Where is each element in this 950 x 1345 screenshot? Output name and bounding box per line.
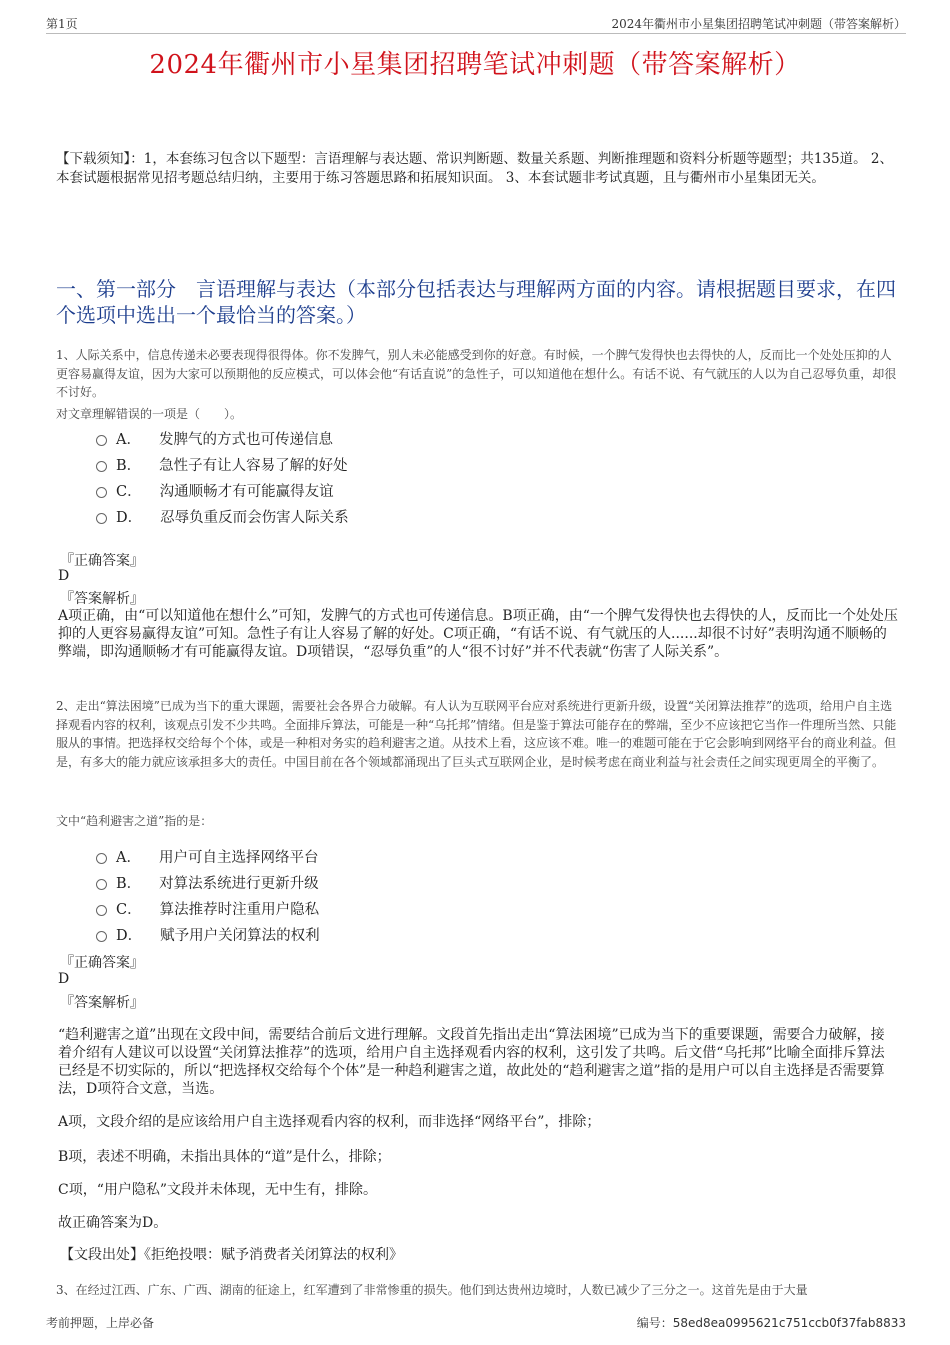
q1-analysis: A项正确，由“可以知道他在想什么”可知，发脾气的方式也可传递信息。B项正确，由“一个脾气发得快也去得快的人，反而比一个处处压抑的人更容易赢得友谊”可知。急性子有让人容易了解的好处。C项正确，“有话不说、有气就压的人......却很不讨好”表明沟通不顺畅的弊端，即沟通顺畅才有可能赢得友谊。D项错误，“忍辱负重”的人“很不讨好”并不代表就“伤害了人际关系”。 (58, 608, 898, 660)
q1-option-a[interactable]: A． 发脾气的方式也可传递信息 (96, 425, 349, 451)
radio-icon[interactable] (96, 461, 107, 472)
q2-answer: D (58, 971, 70, 987)
q1-options (96, 425, 349, 529)
q2-stem: 2、走出“算法困境”已成为当下的重大课题，需要社会各界合力破解。有人认为互联网平台应对系统进行更新升级，设置“关闭算法推荐”的选项，给用户自主选择观看内容的权利，该观点引发不少共鸣。全面排斥算法，可能是一种“乌托邦”情绪。但是鉴于算法可能存在的弊端，至少不应该把它当作一件理所当然、只能服从的事情。把选择权交给每个个体，或是一种相对务实的趋利避害之道。从技术上看，这应该不难。唯一的难题可能在于它会影响到网络平台的商业利益。但是，有多大的能力就应该承担多大的责任。中国目前在各个领域都涌现出了巨头式互联网企业，是时候考虑在商业利益与社会责任之间实现更周全的平衡了。 (56, 699, 897, 769)
radio-icon[interactable] (96, 853, 107, 864)
footer-code: 编号：58ed8ea0995621c751ccb0f37fab8833 (636, 1316, 906, 1330)
q1-option-c[interactable]: C． 沟通顺畅才有可能赢得友谊 (96, 477, 349, 503)
radio-icon[interactable] (96, 435, 107, 446)
q2-analysis-label: 『答案解析』 (60, 995, 144, 1011)
page-title: 2024年衢州市小星集团招聘笔试冲刺题（带答案解析） (149, 50, 801, 80)
q1-stem: 1、人际关系中，信息传递未必要表现得很得体。你不发脾气，别人未必能感受到你的好意。有时候，一个脾气发得快也去得快的人，反而比一个处处压抑的人更容易赢得友谊，因为大家可以预期他的反应模式，可以体会他“有话直说”的急性子，可以知道他在想什么。有话不说、有气就压的人以为自己忍辱负重，却很不讨好。 (56, 348, 897, 399)
q2-note-c: C项，“用户隐私”文段并未体现，无中生有，排除。 (58, 1182, 378, 1198)
radio-icon[interactable] (96, 931, 107, 942)
q2-note-b: B项，表述不明确，未指出具体的“道”是什么，排除； (58, 1149, 391, 1165)
q2-option-c[interactable]: C． 算法推荐时注重用户隐私 (96, 895, 320, 921)
q2-option-b[interactable]: B． 对算法系统进行更新升级 (96, 869, 320, 895)
q1-analysis-label: 『答案解析』 (60, 591, 144, 607)
radio-icon[interactable] (96, 487, 107, 498)
q2-option-d[interactable]: D． 赋予用户关闭算法的权利 (96, 921, 320, 947)
radio-icon[interactable] (96, 905, 107, 916)
q2-analysis: “趋利避害之道”出现在文段中间，需要结合前后文进行理解。文段首先指出走出“算法困境”已成为当下的重要课题，需要合力破解，接着介绍有人建议可以设置“关闭算法推荐”的选项，给用户自主选择观看内容的权利，这引发了共鸣。后文借“乌托邦”比喻全面排斥算法已经是不切实际的，所以“把选择权交给每个个体”是一种趋利避害之道，故此处的“趋利避害之道”指的是用户可以自主选择是否需要算法，D项符合文意，当选。 (58, 1027, 885, 1097)
download-notice: 【下载须知】：1，本套练习包含以下题型：言语理解与表达题、常识判断题、数量关系题、判断推理题和资料分析题等题型；共135道。 2、本套试题根据常见招考题总结归纳，主要用于练习答题思路和拓展知识面。 3、本套试题非考试真题，且与衢州市小星集团无关。 (56, 151, 893, 186)
q2-source: 【文段出处】《拒绝投喂：赋予消费者关闭算法的权利》 (60, 1247, 403, 1263)
q1-answer-label: 『正确答案』 (60, 553, 144, 569)
page-number: 第1页 (46, 17, 78, 31)
q2-note-a: A项，文段介绍的是应该给用户自主选择观看内容的权利，而非选择“网络平台”，排除； (58, 1114, 601, 1130)
q1-option-d[interactable]: D． 忍辱负重反而会伤害人际关系 (96, 503, 349, 529)
q2-answer-label: 『正确答案』 (60, 955, 144, 971)
q1-answer: D (58, 568, 70, 584)
radio-icon[interactable] (96, 513, 107, 524)
q1-prompt: 对文章理解错误的一项是（ ）。 (56, 407, 243, 421)
header-doc-title: 2024年衢州市小星集团招聘笔试冲刺题（带答案解析） (611, 17, 906, 31)
q1-option-b[interactable]: B． 急性子有让人容易了解的好处 (96, 451, 349, 477)
section-title: 一、第一部分 言语理解与表达（本部分包括表达与理解两方面的内容。请根据题目要求，在四个选项中选出一个最恰当的答案。） (56, 277, 896, 327)
q2-prompt: 文中“趋利避害之道”指的是： (56, 814, 213, 828)
footer-slogan: 考前押题，上岸必备 (46, 1316, 155, 1330)
page-header (46, 13, 906, 34)
q3-stem: 3、在经过江西、广东、广西、湖南的征途上，红军遭到了非常惨重的损失。他们到达贵州边境时，人数已减少了三分之一。这首先是由于大量 (56, 1283, 808, 1297)
radio-icon[interactable] (96, 879, 107, 890)
q2-options (96, 843, 320, 947)
q2-conclusion: 故正确答案为D。 (58, 1215, 168, 1231)
q2-option-a[interactable]: A． 用户可自主选择网络平台 (96, 843, 320, 869)
